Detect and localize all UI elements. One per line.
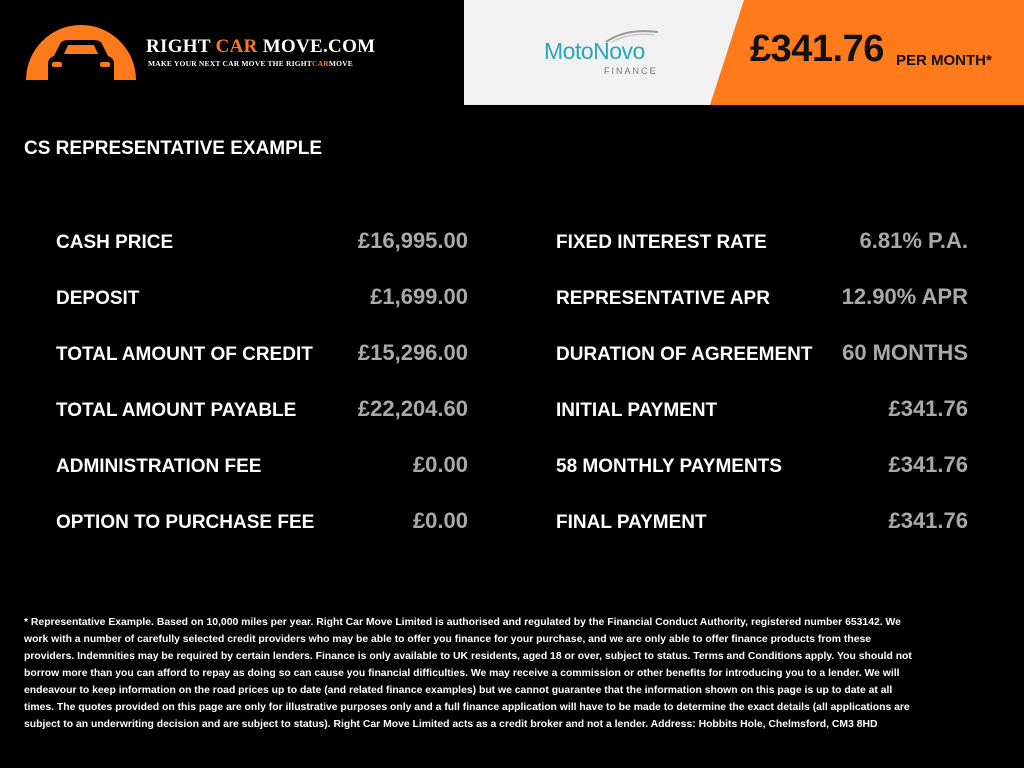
finance-row: [556, 390, 968, 434]
lender-logo: [544, 26, 684, 78]
finance-row: [556, 222, 968, 266]
per-month-label: PER MONTH*: [896, 52, 992, 69]
row-label: 58 MONTHLY PAYMENTS: [556, 456, 782, 477]
row-label: DEPOSIT: [56, 288, 140, 309]
row-value: £22,204.60: [357, 396, 468, 421]
row-value: £1,699.00: [370, 284, 468, 309]
row-label: OPTION TO PURCHASE FEE: [56, 512, 315, 533]
row-label: INITIAL PAYMENT: [556, 400, 718, 421]
row-value: £16,995.00: [357, 228, 468, 253]
row-value: £341.76: [888, 396, 968, 421]
row-value: £341.76: [888, 508, 968, 533]
finance-row: [56, 334, 468, 378]
finance-row: [556, 334, 968, 378]
row-label: TOTAL AMOUNT PAYABLE: [56, 400, 297, 421]
lender-name: MotoNovo: [544, 38, 645, 64]
row-value: £341.76: [888, 452, 968, 477]
header-banner: [0, 0, 1024, 105]
monthly-price-panel: [710, 0, 1024, 105]
row-label: DURATION OF AGREEMENT: [556, 344, 813, 365]
finance-row: [556, 502, 968, 546]
row-label: TOTAL AMOUNT OF CREDIT: [56, 344, 313, 365]
row-label: ADMINISTRATION FEE: [56, 456, 262, 477]
row-label: REPRESENTATIVE APR: [556, 288, 770, 309]
row-value: £0.00: [412, 452, 468, 477]
row-value: 6.81% P.A.: [859, 228, 968, 253]
row-label: FINAL PAYMENT: [556, 512, 707, 533]
finance-row: [56, 278, 468, 322]
car-logo-icon: [24, 24, 138, 80]
row-label: FIXED INTEREST RATE: [556, 232, 767, 253]
finance-row: [56, 502, 468, 546]
finance-row: [556, 278, 968, 322]
brand-name: RIGHT CAR MOVE.COM: [146, 36, 376, 57]
row-value: £15,296.00: [357, 340, 468, 365]
row-label: CASH PRICE: [56, 232, 174, 253]
finance-row: [56, 446, 468, 490]
brand-tagline: MAKE YOUR NEXT CAR MOVE THE RIGHTCARMOVE: [148, 59, 353, 68]
row-value: £0.00: [412, 508, 468, 533]
row-value: 12.90% APR: [841, 284, 968, 309]
section-title: CS REPRESENTATIVE EXAMPLE: [24, 138, 323, 159]
disclaimer-text: * Representative Example. Based on 10,000 miles per year. Right Car Move Limited is authorised and regulated by the Financial Conduct Authority, registered number 653142. We work with a number of carefully selected credit providers who may be able to offer you finance for your purchase, and we are only able to offer finance products from these providers. Indemnities may be required by certain lenders. Finance is only available to UK residents, aged 18 or over, subject to status. Terms and Conditions apply. You should not borrow more than you can afford to repay as doing so can cause you financial difficulties. We may receive a commission or other benefits for introducing you to a lender. We will endeavour to keep information on the road prices up to date (and related finance examples) but we cannot guarantee that the information shown on this page is up to date at all times. The quotes provided on this page are only for illustrative purposes only and a full finance application will have to be made to determine the exact details (all applications are subject to an underwriting decision and are subject to status). Right Car Move Limited acts as a credit broker and not a lender. Address: Hobbits Hole, Chelmsford, CM3 8HD: [24, 617, 912, 730]
finance-row: [56, 222, 468, 266]
monthly-price: £341.76: [750, 28, 884, 70]
brand-logo[interactable]: [24, 24, 464, 84]
row-value: 60 MONTHS: [842, 340, 968, 365]
finance-row: [556, 446, 968, 490]
finance-row: [56, 390, 468, 434]
lender-subtitle: FINANCE: [604, 66, 658, 76]
